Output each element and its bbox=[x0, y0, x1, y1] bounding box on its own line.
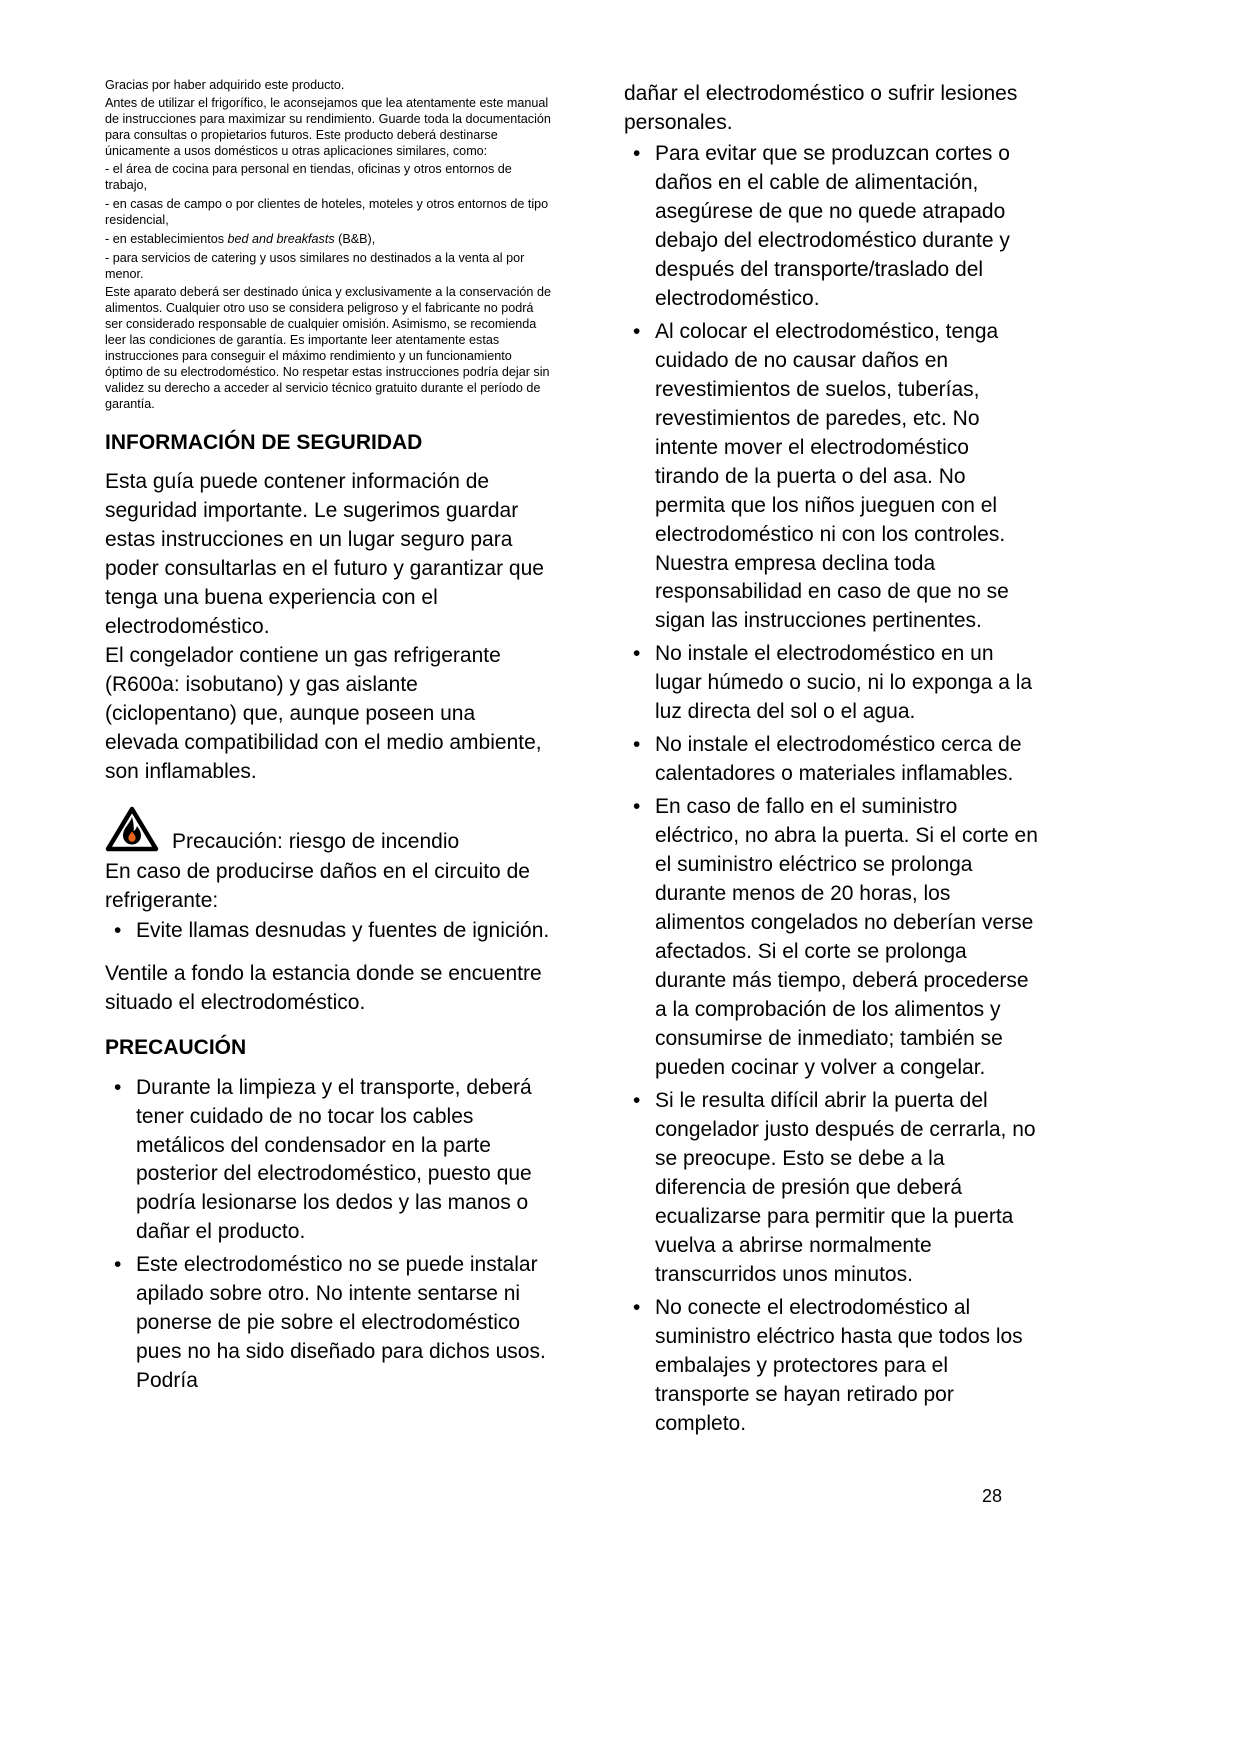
right-column bbox=[624, 78, 1038, 1443]
safety-gas-paragraph: El congelador contiene un gas refrigerante (R600a: isobutano) y gas aislante (ciclopentano) que, aunque poseen una elevada compatibilidad con el medio ambiente, son inflamables. bbox=[105, 643, 542, 783]
usage-list-item bbox=[105, 232, 552, 248]
usage-list-item: - para servicios de catering y usos similares no destinados a la venta al por menor. bbox=[105, 250, 525, 281]
bullet-item: • Para evitar que se produzcan cortes o daños en el cable de alimentación, asegúrese de que no quede atrapado debajo del electrodoméstico durante y después del transporte/traslado del electrodoméstico. bbox=[624, 140, 1038, 314]
safety-info-heading: INFORMACIÓN DE SEGURIDAD bbox=[105, 430, 423, 454]
precaution-bullet-list-right bbox=[624, 140, 1038, 1439]
intro-thanks: Gracias por haber adquirido este producto. bbox=[105, 78, 345, 92]
safety-intro-paragraph: Esta guía puede contener información de seguridad importante. Le sugerimos guardar estas instrucciones en un lugar seguro para poder consultarlas en el futuro y garantizar que tenga una buena experiencia con el electrodoméstico. bbox=[105, 469, 544, 638]
circuit-damage-paragraph: En caso de producirse daños en el circuito de refrigerante: bbox=[105, 859, 530, 912]
fire-warning-caption: Precaución: riesgo de incendio bbox=[172, 830, 460, 854]
fire-warning-line bbox=[105, 805, 552, 858]
bullet-item: • No instale el electrodoméstico en un lugar húmedo o sucio, ni lo exponga a la luz directa del sol o el agua. bbox=[624, 640, 1038, 727]
ventilate-paragraph: Ventile a fondo la estancia donde se encuentre situado el electrodoméstico. bbox=[105, 962, 542, 1015]
page-number: 28 bbox=[982, 1486, 1003, 1506]
bullet-item: • Este electrodoméstico no se puede instalar apilado sobre otro. No intente sentarse ni ponerse de pie sobre el electrodoméstico pues no ha sido diseñado para dichos usos. Podría bbox=[105, 1251, 552, 1396]
usage-bnb-post: (B&B), bbox=[334, 231, 376, 246]
usage-list-item: - en casas de campo o por clientes de hoteles, moteles y otros entornos de tipo residencial, bbox=[105, 196, 549, 227]
bullet-item: • Al colocar el electrodoméstico, tenga cuidado de no causar daños en revestimientos de suelos, tuberías, revestimientos de paredes, etc. No intente mover el electrodoméstico tirando de la puerta o del asa. No permita que los niños jueguen con el electrodoméstico ni con los controles. Nuestra empresa declina toda responsabilidad en caso de que no se sigan las instrucciones pertinentes. bbox=[624, 318, 1038, 637]
usage-bnb-italic: bed and breakfasts bbox=[227, 231, 335, 246]
fire-warning-icon bbox=[105, 805, 159, 858]
intro-before-use: Antes de utilizar el frigorífico, le aconsejamos que lea atentamente este manual de instrucciones para maximizar su rendimiento. Guarde toda la documentación para consultas o propietarios futuros. Este producto deberá destinarse únicamente a usos domésticos u otras aplicaciones similares, como: bbox=[105, 95, 551, 158]
bullet-item: • No instale el electrodoméstico cerca de calentadores o materiales inflamables. bbox=[624, 731, 1038, 789]
precaution-bullet-list-left bbox=[105, 1074, 552, 1397]
bullet-item: • En caso de fallo en el suministro eléctrico, no abra la puerta. Si el corte en el suministro eléctrico se prolonga durante menos de 20 horas, los alimentos congelados no deberían verse afectados. Si el corte se prolonga durante más tiempo, deberá procederse a la comprobación de los alimentos y consumirse de inmediato; también se pueden cocinar y volver a congelar. bbox=[624, 793, 1038, 1083]
usage-bnb-pre: - en establecimientos bbox=[105, 231, 228, 246]
bullet-item: • Si le resulta difícil abrir la puerta del congelador justo después de cerrarla, no se preocupe. Esto se debe a la diferencia de presión que deberá ecualizarse para permitir que la puerta vuelva a abrirse normalmente transcurridos unos minutos. bbox=[624, 1087, 1038, 1290]
precaution-continuation: dañar el electrodoméstico o sufrir lesiones personales. bbox=[624, 82, 1018, 134]
usage-list-item: - el área de cocina para personal en tiendas, oficinas y otros entornos de trabajo, bbox=[105, 161, 512, 192]
bullet-item: • Evite llamas desnudas y fuentes de ignición. bbox=[105, 917, 552, 946]
bullet-item: • Durante la limpieza y el transporte, deberá tener cuidado de no tocar los cables metálicos del condensador en la parte posterior del electrodoméstico, puesto que podría lesionarse los dedos y las manos o dañar el producto. bbox=[105, 1074, 552, 1248]
bullet-item: • No conecte el electrodoméstico al suministro eléctrico hasta que todos los embalajes y protectores para el transporte se hayan retirado por completo. bbox=[624, 1294, 1038, 1439]
left-column bbox=[105, 78, 552, 1443]
precaution-heading: PRECAUCIÓN bbox=[105, 1036, 247, 1060]
safety-bullet-list bbox=[105, 917, 552, 946]
intro-disclaimer: Este aparato deberá ser destinado única y exclusivamente a la conservación de alimentos. Cualquier otro uso se considera peligroso y el fabricante no podrá ser considerado responsable de cualquier omisión. Asimismo, se recomienda leer las condiciones de garantía. Es importante leer atentamente estas instrucciones para conseguir el máximo rendimiento y un funcionamiento óptimo de su electrodoméstico. No respetar estas instrucciones podría dejar sin validez su derecho a acceder al servicio técnico gratuito durante el período de garantía. bbox=[105, 284, 551, 411]
